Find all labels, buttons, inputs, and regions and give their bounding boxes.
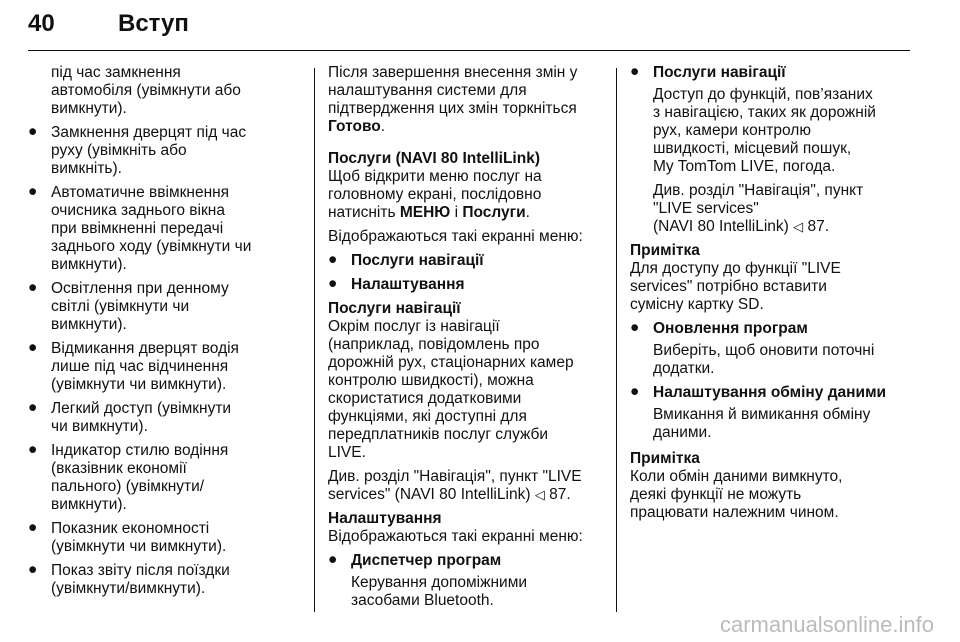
list-item: ● Показник економності (увімкнути чи вимкнути). (28, 519, 227, 555)
list-item: ● Індикатор стилю водіння (вказівник економії пального) (увімкнути/ вимкнути). (28, 441, 229, 513)
list-item: ● Показ звіту після поїздки (увімкнути/вимкнути). (28, 561, 230, 597)
watermark: carmanualsonline.info (719, 612, 934, 637)
page-ref-icon: ◁ (793, 219, 804, 234)
column-3 (630, 64, 920, 528)
paragraph-menus: Відображаються такі екранні меню: (328, 228, 583, 245)
paragraph-settings: Відображаються такі екранні меню: (328, 528, 583, 545)
list-item: ● Освітлення при денному світлі (увімкнути чи вимкнути). (28, 279, 229, 333)
bullet-icon: ● (28, 183, 38, 200)
note-title: Примітка (630, 242, 700, 259)
list-item: ● Замкнення дверцят під час руху (увімкніть або вимкніть). (28, 123, 247, 177)
paragraph-nav-services: Окрім послуг із навігації (наприклад, повідомлень про дорожній рух, стаціонарних камер контролю швидкості), можна скористатися додатковими функціями, які доступні для передплатників послуг служби LIVE. Див. розділ "Навігація", пункт "LIVE services" (NAVI 80 IntelliLink) ◁ 87. (328, 318, 582, 503)
menu-label: МЕНЮ (399, 204, 451, 221)
menu-item: ● Послуги навігації (328, 251, 484, 269)
list-item: ● Відмикання дверцят водія лише під час відчинення (увімкнути чи вимкнути). (28, 339, 239, 393)
chapter-title: Вступ (118, 10, 189, 37)
bullet-icon: ● (28, 279, 38, 296)
bullet-icon: ● (328, 251, 338, 268)
service-item: ● Налаштування обміну даними Вмикання й вимикання обміну даними. (630, 383, 887, 441)
section-heading-nav-services: Послуги навігації (328, 300, 461, 317)
intro-continuation: під час замкнення автомобіля (увімкнути або вимкнути). (51, 64, 241, 117)
header-rule (28, 50, 910, 51)
bullet-icon: ● (328, 551, 338, 568)
bullet-icon: ● (28, 519, 38, 536)
column-divider-1 (314, 68, 315, 612)
paragraph-open-services: Щоб відкрити меню послуг на головному екрані, послідовно натисніть МЕНЮ і Послуги. (328, 168, 542, 221)
note-title: Примітка (630, 450, 700, 467)
column-1 (28, 64, 300, 604)
page-ref-icon: ◁ (534, 487, 545, 502)
column-2 (328, 64, 608, 616)
bullet-icon: ● (28, 441, 38, 458)
note-box: Примітка Коли обмін даними вимкнуто, деякі функції не можуть працювати належним чином. (630, 450, 920, 522)
bullet-icon: ● (28, 399, 38, 416)
list-item: ● Автоматичне ввімкнення очисника заднього вікна при ввімкненні передачі заднього ходу (увімкнути чи вимкнути). (28, 183, 252, 273)
page-number: 40 (28, 10, 55, 37)
paragraph-confirm: Після завершення внесення змін у налаштування системи для підтвердження цих змін торкніться Готово. (328, 64, 578, 135)
bullet-icon: ● (630, 319, 640, 336)
section-heading-settings: Налаштування (328, 510, 442, 527)
menu-item: ● Налаштування (328, 275, 465, 293)
section-heading-services: Послуги (NAVI 80 IntelliLink) (328, 150, 540, 167)
bullet-icon: ● (630, 383, 640, 400)
list-item: ● Легкий доступ (увімкнути чи вимкнути). (28, 399, 232, 435)
services-label: Послуги (462, 204, 526, 221)
note-box: Примітка Для доступу до функції "LIVE services" потрібно вставити сумісну картку SD. (630, 242, 920, 314)
column-divider-2 (616, 68, 617, 612)
settings-item: ● Диспетчер програм Керування допоміжними засобами Bluetooth. (328, 551, 528, 609)
bullet-icon: ● (630, 63, 640, 80)
bullet-icon: ● (328, 275, 338, 292)
bullet-icon: ● (28, 339, 38, 356)
done-label: Готово (328, 118, 381, 135)
service-item: ● Послуги навігації Доступ до функцій, пов’язаних з навігацією, таких як дорожній рух, камери контролю швидкості, місцевий пошук, My TomTom LIVE, погода. Див. розділ "Навігація", пункт "LIVE services" (NAVI 80 IntelliLink) ◁ 87. (630, 63, 876, 235)
bullet-icon: ● (28, 123, 38, 140)
page-header (0, 0, 960, 55)
service-item: ● Оновлення програм Виберіть, щоб оновити поточні додатки. (630, 319, 875, 377)
bullet-icon: ● (28, 561, 38, 578)
